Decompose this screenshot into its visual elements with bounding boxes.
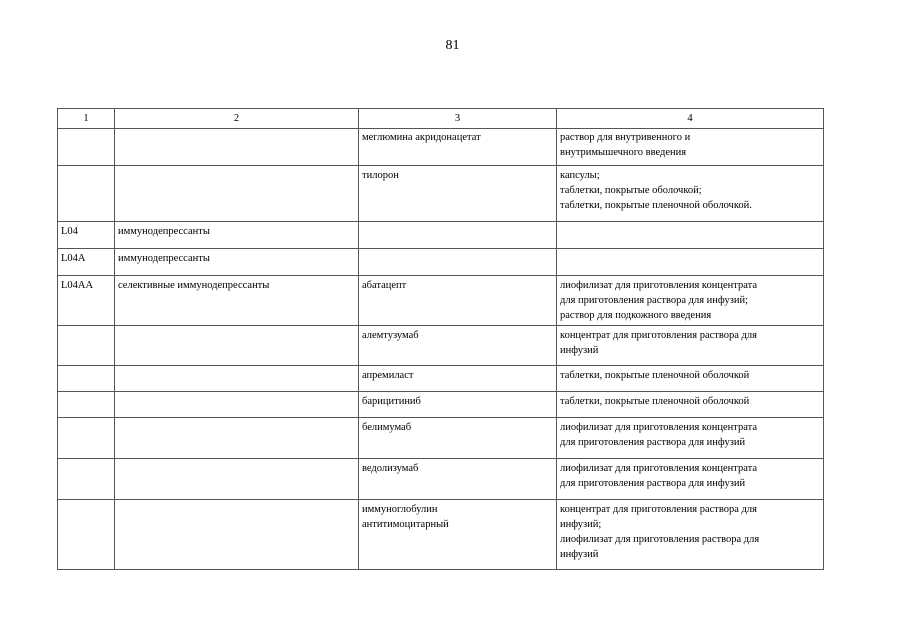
table-row bbox=[58, 129, 824, 166]
table-row bbox=[58, 500, 824, 570]
drug-name-cell bbox=[359, 276, 557, 326]
dosage-form-cell bbox=[557, 418, 824, 459]
dosage-form-cell bbox=[557, 366, 824, 392]
drug-name-cell bbox=[359, 418, 557, 459]
drug-table bbox=[57, 108, 824, 570]
table-row bbox=[58, 222, 824, 249]
atc-group-cell bbox=[115, 166, 359, 222]
atc-group-cell: селективные иммунодепрессанты bbox=[115, 276, 359, 326]
header-cell-2: 2 bbox=[115, 109, 359, 129]
dosage-form-line: инфузий bbox=[560, 549, 599, 560]
atc-group-cell bbox=[115, 129, 359, 166]
table-row bbox=[58, 459, 824, 500]
dosage-form-line: капсулы; bbox=[560, 170, 600, 181]
atc-group-cell: иммунодепрессанты bbox=[115, 222, 359, 249]
drug-name-line: алемтузумаб bbox=[362, 330, 419, 341]
atc-group-cell bbox=[115, 326, 359, 366]
dosage-form-line: раствор для подкожного введения bbox=[560, 310, 712, 321]
atc-group-cell bbox=[115, 500, 359, 570]
atc-code-cell bbox=[58, 418, 115, 459]
table-row bbox=[58, 418, 824, 459]
dosage-form-cell bbox=[557, 459, 824, 500]
drug-name-line: апремиласт bbox=[362, 370, 414, 381]
atc-code-cell bbox=[58, 392, 115, 418]
atc-group-cell bbox=[115, 392, 359, 418]
atc-code-cell bbox=[58, 500, 115, 570]
atc-code-cell bbox=[58, 129, 115, 166]
drug-name-line: тилорон bbox=[362, 170, 399, 181]
table-row bbox=[58, 276, 824, 326]
dosage-form-line: лиофилизат для приготовления концентрата bbox=[560, 422, 758, 433]
drug-name-line: меглюмина акридонацетат bbox=[362, 132, 481, 143]
dosage-form-cell bbox=[557, 392, 824, 418]
page-number: 81 bbox=[445, 38, 460, 53]
atc-group-cell bbox=[115, 459, 359, 500]
dosage-form-line: концентрат для приготовления раствора для bbox=[560, 504, 757, 515]
dosage-form-line: концентрат для приготовления раствора для bbox=[560, 330, 757, 341]
atc-code-cell: L04A bbox=[58, 249, 115, 276]
atc-code-cell bbox=[58, 459, 115, 500]
drug-name-cell bbox=[359, 326, 557, 366]
table-row bbox=[58, 326, 824, 366]
header-row bbox=[58, 109, 824, 129]
dosage-form-cell bbox=[557, 249, 824, 276]
atc-group-cell bbox=[115, 418, 359, 459]
dosage-form-cell bbox=[557, 500, 824, 570]
drug-name-line: абатацепт bbox=[362, 280, 407, 291]
drug-name-cell bbox=[359, 249, 557, 276]
dosage-form-line: для приготовления раствора для инфузий; bbox=[560, 295, 748, 306]
drug-name-line: ведолизумаб bbox=[362, 463, 419, 474]
drug-name-cell bbox=[359, 392, 557, 418]
drug-name-line: антитимоцитарный bbox=[362, 519, 449, 530]
drug-name-line: иммуноглобулин bbox=[362, 504, 438, 515]
dosage-form-line: для приготовления раствора для инфузий bbox=[560, 478, 746, 489]
dosage-form-cell bbox=[557, 276, 824, 326]
dosage-form-cell bbox=[557, 326, 824, 366]
drug-name-cell bbox=[359, 459, 557, 500]
dosage-form-line: инфузий; bbox=[560, 519, 602, 530]
dosage-form-line: таблетки, покрытые пленочной оболочкой bbox=[560, 370, 750, 381]
dosage-form-line: таблетки, покрытые оболочкой; bbox=[560, 185, 702, 196]
table-row bbox=[58, 392, 824, 418]
dosage-form-line: таблетки, покрытые пленочной оболочкой. bbox=[560, 200, 752, 211]
dosage-form-cell bbox=[557, 129, 824, 166]
dosage-form-cell bbox=[557, 222, 824, 249]
atc-code-cell bbox=[58, 366, 115, 392]
atc-code-cell: L04AA bbox=[58, 276, 115, 326]
atc-group-cell bbox=[115, 366, 359, 392]
dosage-form-line: инфузий bbox=[560, 345, 599, 356]
drug-name-cell bbox=[359, 222, 557, 249]
drug-name-cell bbox=[359, 166, 557, 222]
drug-name-line: барицитиниб bbox=[362, 396, 421, 407]
dosage-form-line: раствор для внутривенного и bbox=[560, 132, 691, 143]
drug-name-line: белимумаб bbox=[362, 422, 412, 433]
dosage-form-line: внутримышечного введения bbox=[560, 147, 687, 158]
table-body bbox=[58, 129, 824, 570]
table-row bbox=[58, 249, 824, 276]
table-row bbox=[58, 366, 824, 392]
table-row bbox=[58, 166, 824, 222]
header-cell-3: 3 bbox=[359, 109, 557, 129]
drug-name-cell bbox=[359, 366, 557, 392]
dosage-form-cell bbox=[557, 166, 824, 222]
drug-name-cell bbox=[359, 129, 557, 166]
table-header bbox=[58, 109, 824, 129]
dosage-form-line: таблетки, покрытые пленочной оболочкой bbox=[560, 396, 750, 407]
atc-group-cell: иммунодепрессанты bbox=[115, 249, 359, 276]
atc-code-cell bbox=[58, 166, 115, 222]
header-cell-1: 1 bbox=[58, 109, 115, 129]
drug-name-cell bbox=[359, 500, 557, 570]
dosage-form-line: для приготовления раствора для инфузий bbox=[560, 437, 746, 448]
dosage-form-line: лиофилизат для приготовления раствора для bbox=[560, 534, 760, 545]
atc-code-cell: L04 bbox=[58, 222, 115, 249]
dosage-form-line: лиофилизат для приготовления концентрата bbox=[560, 280, 758, 291]
dosage-form-line: лиофилизат для приготовления концентрата bbox=[560, 463, 758, 474]
atc-code-cell bbox=[58, 326, 115, 366]
header-cell-4: 4 bbox=[557, 109, 824, 129]
